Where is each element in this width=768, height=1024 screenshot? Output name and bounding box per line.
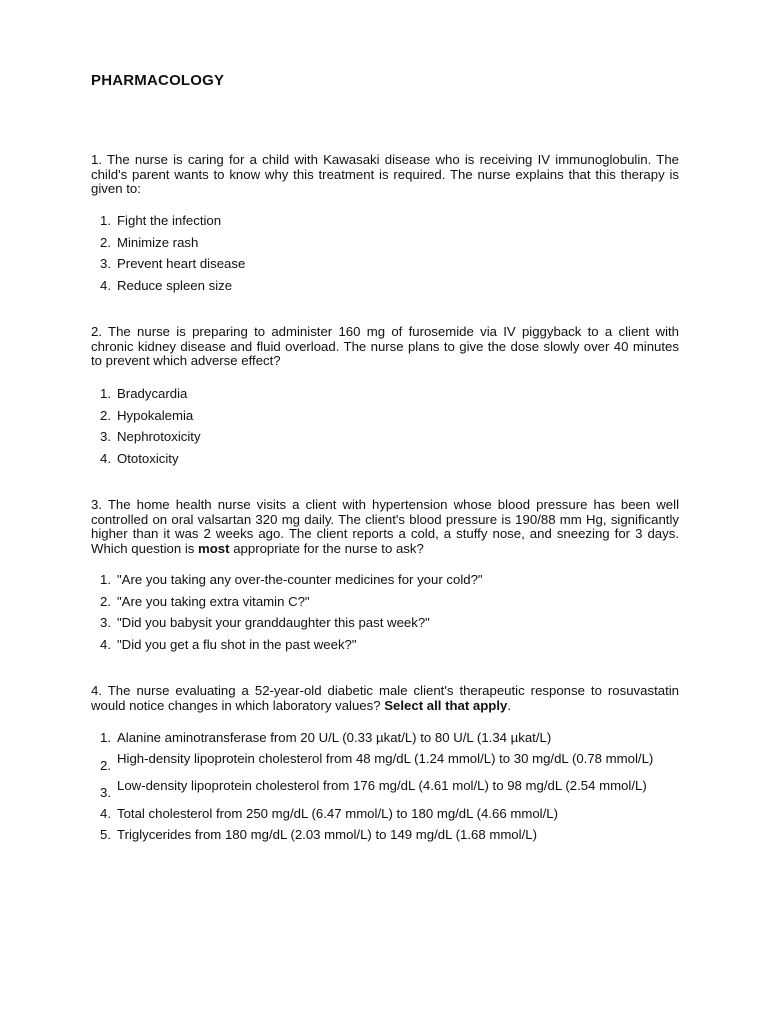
- question-4-stem: [91, 684, 679, 713]
- option-text: Nephrotoxicity: [117, 429, 201, 445]
- option-number: 4.: [100, 278, 111, 294]
- option: [100, 615, 690, 637]
- stem-text: 4. The nurse evaluating a 52-year-old diabetic male client's therapeutic response to rosuvastatin would notice changes in which laboratory values?: [91, 683, 679, 713]
- option: [100, 451, 690, 473]
- option-number: 4.: [100, 451, 111, 467]
- option-number: 3.: [100, 615, 111, 631]
- option-text: Hypokalemia: [117, 407, 194, 423]
- option-number: 3.: [100, 429, 111, 445]
- option: [100, 637, 690, 659]
- option-number: 4.: [100, 805, 111, 821]
- option-text: Reduce spleen size: [117, 278, 233, 294]
- option-text: Total cholesterol from 250 mg/dL (6.47 mmol/L) to 180 mg/dL (4.66 mmol/L): [117, 805, 558, 821]
- option: [100, 386, 690, 408]
- option-number: 1.: [100, 213, 111, 228]
- option: [100, 408, 690, 430]
- stem-text: 3. The home health nurse visits a client with hypertension whose blood pressure has been well controlled on oral valsartan 320 mg daily. The client's blood pressure is 190/88 mm Hg, significantly higher than it was 2 weeks ago. The client reports a cold, a stuffy nose, and sneezing for 3 days. Which question is: [91, 497, 679, 556]
- question-3-options: [100, 572, 690, 659]
- option-text: "Did you babysit your granddaughter this past week?": [117, 615, 430, 631]
- option: [100, 779, 690, 800]
- option-number: 3.: [100, 256, 111, 272]
- option-number: 5.: [100, 827, 111, 843]
- option: [100, 827, 690, 849]
- option: [100, 752, 690, 773]
- question-2-options: [100, 386, 690, 473]
- stem-text: appropriate for the nurse to ask?: [229, 540, 424, 556]
- option-text: Bradycardia: [117, 386, 188, 401]
- option-number: 1.: [100, 386, 111, 401]
- option: [100, 594, 690, 616]
- option-text: Prevent heart disease: [117, 256, 246, 272]
- option: [100, 730, 690, 752]
- option-text: Ototoxicity: [117, 451, 179, 467]
- option-text: Alanine aminotransferase from 20 U/L (0.33 µkat/L) to 80 U/L (1.34 µkat/L): [117, 730, 552, 745]
- option-number: 2.: [100, 234, 111, 250]
- option-number: 3.: [100, 784, 111, 800]
- option: [100, 806, 690, 828]
- option: [100, 235, 690, 257]
- option: [100, 572, 690, 594]
- stem-text: .: [507, 697, 512, 713]
- option: [100, 429, 690, 451]
- option-number: 2.: [100, 593, 111, 609]
- option-text: "Are you taking extra vitamin C?": [117, 593, 310, 609]
- option-number: 4.: [100, 637, 111, 653]
- option-number: 1.: [100, 730, 111, 745]
- option-number: 1.: [100, 572, 111, 587]
- document-title: PHARMACOLOGY: [91, 72, 225, 89]
- question-2-stem: 2. The nurse is preparing to administer 160 mg of furosemide via IV piggyback to a client with chronic kidney disease and fluid overload. The nurse plans to give the dose slowly over 40 minutes to prevent which adverse effect?: [91, 324, 679, 368]
- option: [100, 256, 690, 278]
- question-4-options: [100, 730, 690, 849]
- question-1-stem: 1. The nurse is caring for a child with Kawasaki disease who is receiving IV immunoglobulin. The child's parent wants to know why this treatment is required. The nurse explains that this therapy is given to:: [91, 152, 679, 196]
- option-number: 2.: [100, 407, 111, 423]
- option-number: 2.: [100, 757, 111, 773]
- option: [100, 278, 690, 300]
- option-text: Low-density lipoprotein cholesterol from 176 mg/dL (4.61 mol/L) to 98 mg/dL (2.54 mmol/L): [117, 777, 647, 793]
- stem-emphasis: Select all that apply: [384, 697, 508, 713]
- stem-emphasis: most: [198, 540, 230, 556]
- option-text: Fight the infection: [117, 213, 222, 228]
- option-text: "Did you get a flu shot in the past week?": [117, 637, 357, 653]
- option-text: "Are you taking any over-the-counter medicines for your cold?": [117, 572, 483, 587]
- option: [100, 213, 690, 235]
- question-3-stem: [91, 498, 679, 556]
- option-text: Triglycerides from 180 mg/dL (2.03 mmol/L) to 149 mg/dL (1.68 mmol/L): [117, 827, 537, 843]
- option-text: Minimize rash: [117, 234, 199, 250]
- question-1-options: [100, 213, 690, 300]
- option-text: High-density lipoprotein cholesterol from 48 mg/dL (1.24 mmol/L) to 30 mg/dL (0.78 mmol/L): [117, 750, 654, 766]
